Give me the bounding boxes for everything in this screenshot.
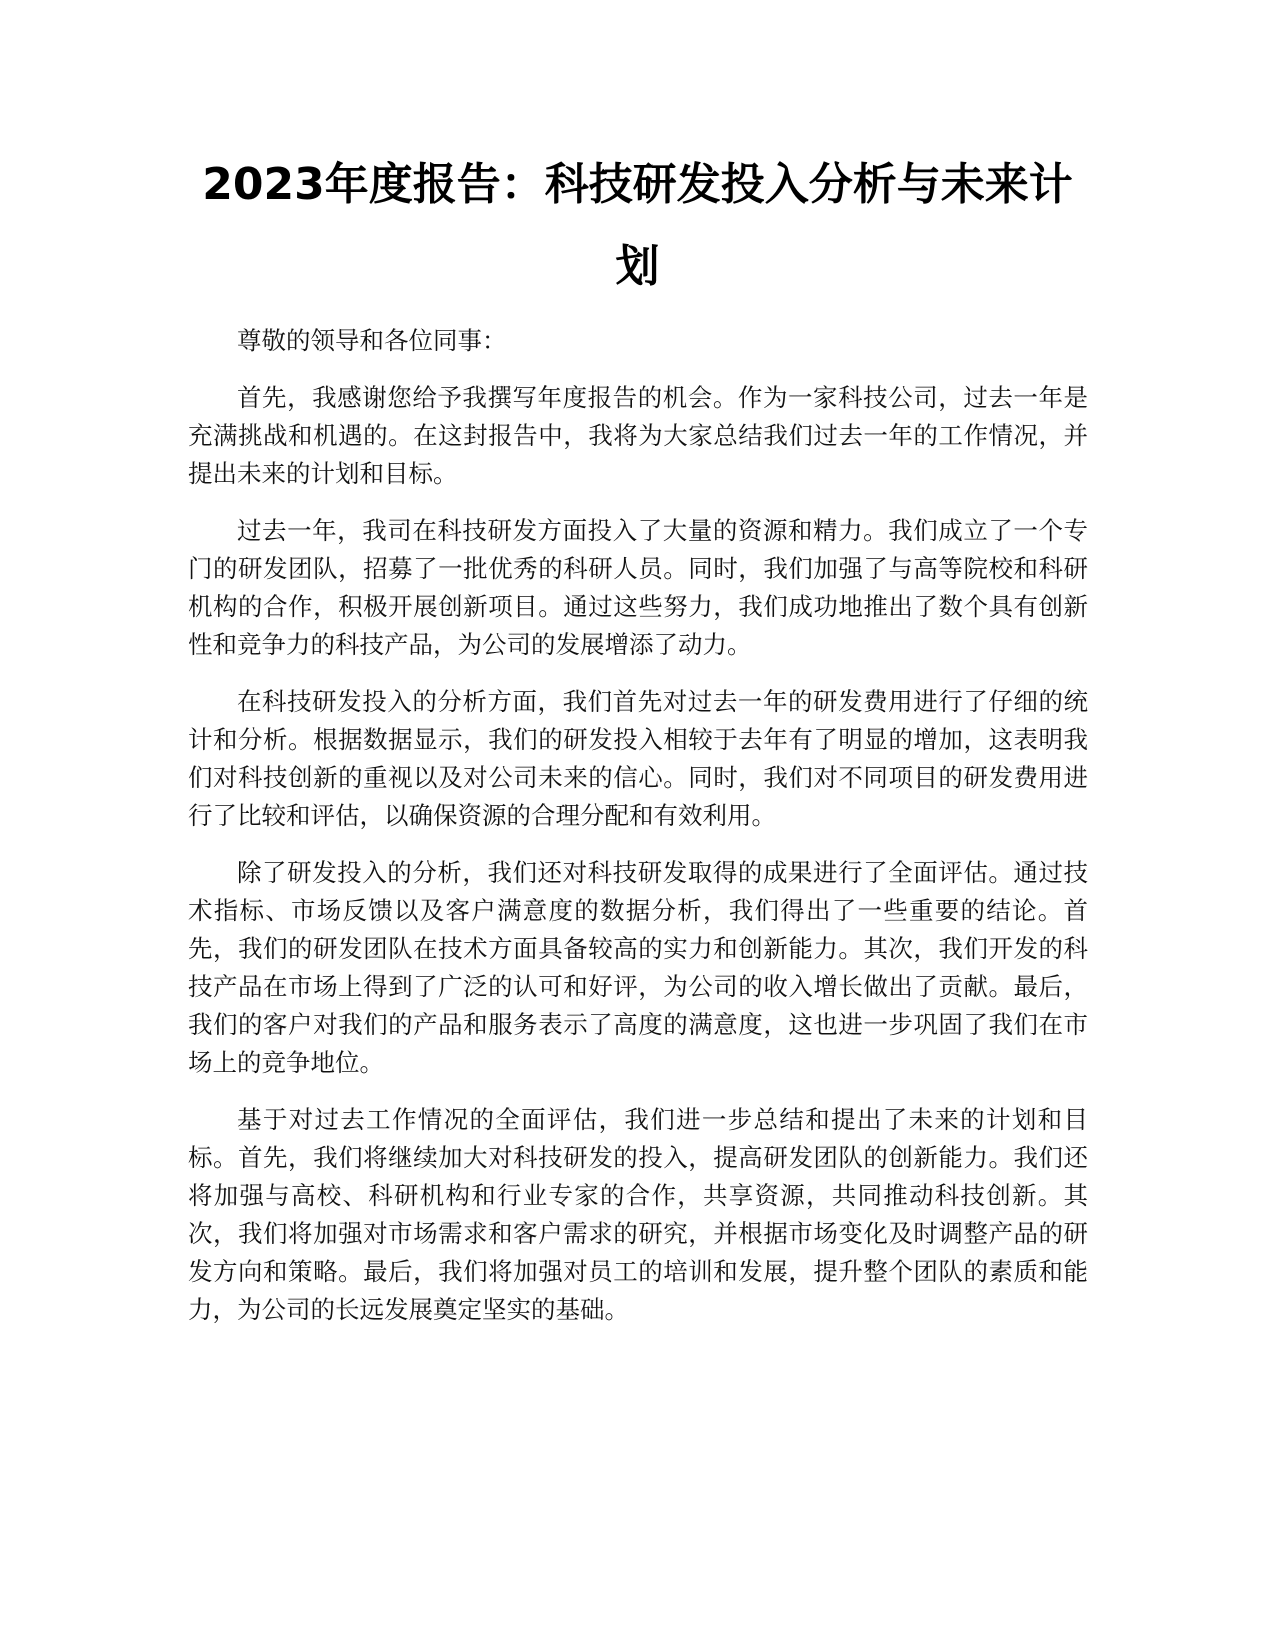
paragraph: 基于对过去工作情况的全面评估，我们进一步总结和提出了未来的计划和目标。首先，我们将继续加大对科技研发的投入，提高研发团队的创新能力。我们还将加强与高校、科研机构和行业专家的合作，共享资源，共同推动科技创新。其次，我们将加强对市场需求和客户需求的研究，并根据市场变化及时调整产品的研发方向和策略。最后，我们将加强对员工的培训和发展，提升整个团队的素质和能力，为公司的长远发展奠定坚实的基础。 <box>188 1105 1088 1324</box>
document-title: 2023年度报告：科技研发投入分析与未来计划 <box>202 159 1073 292</box>
document-body <box>188 322 1088 1348</box>
salutation: 尊敬的领导和各位同事： <box>237 326 507 355</box>
paragraph: 在科技研发投入的分析方面，我们首先对过去一年的研发费用进行了仔细的统计和分析。根据数据显示，我们的研发投入相较于去年有了明显的增加，这表明我们对科技创新的重视以及对公司未来的信心。同时，我们对不同项目的研发费用进行了比较和评估，以确保资源的合理分配和有效利用。 <box>188 687 1088 830</box>
paragraph: 除了研发投入的分析，我们还对科技研发取得的成果进行了全面评估。通过技术指标、市场反馈以及客户满意度的数据分析，我们得出了一些重要的结论。首先，我们的研发团队在技术方面具备较高的实力和创新能力。其次，我们开发的科技产品在市场上得到了广泛的认可和好评，为公司的收入增长做出了贡献。最后，我们的客户对我们的产品和服务表示了高度的满意度，这也进一步巩固了我们在市场上的竞争地位。 <box>188 858 1088 1077</box>
paragraph: 过去一年，我司在科技研发方面投入了大量的资源和精力。我们成立了一个专门的研发团队，招募了一批优秀的科研人员。同时，我们加强了与高等院校和科研机构的合作，积极开展创新项目。通过这些努力，我们成功地推出了数个具有创新性和竞争力的科技产品，为公司的发展增添了动力。 <box>188 516 1088 659</box>
paragraph: 首先，我感谢您给予我撰写年度报告的机会。作为一家科技公司，过去一年是充满挑战和机遇的。在这封报告中，我将为大家总结我们过去一年的工作情况，并提出未来的计划和目标。 <box>188 383 1088 488</box>
